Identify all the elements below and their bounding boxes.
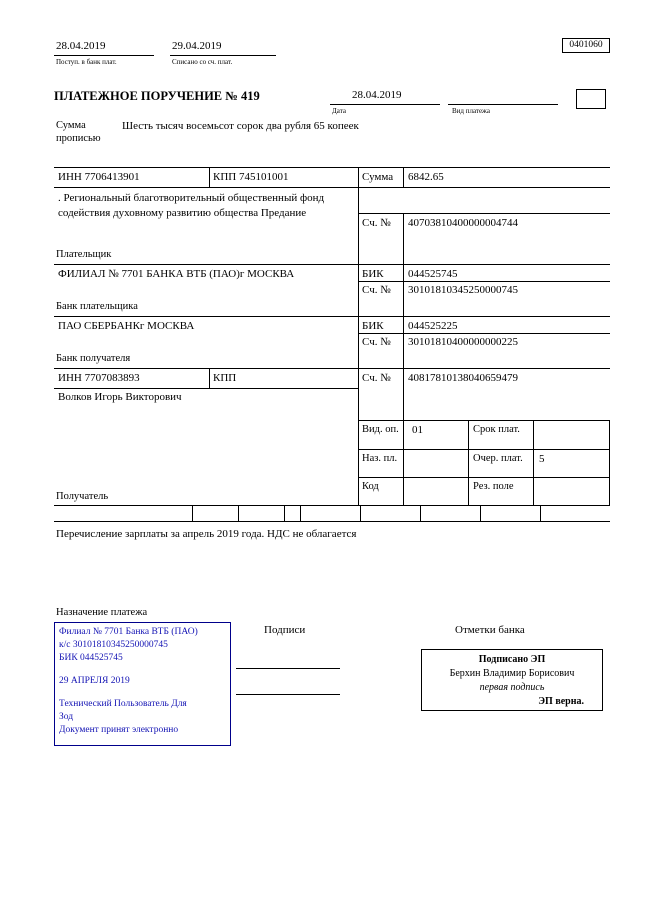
divider-ops-right [609, 420, 610, 505]
divider-above-inn [54, 167, 610, 168]
sum-label: Сумма [362, 171, 394, 183]
divider-code-box-6 [420, 505, 421, 521]
payee-inn-label: ИНН [58, 372, 82, 384]
divider-code-box-1 [192, 505, 193, 521]
payee-bank-caption: Банк получателя [56, 353, 131, 364]
date-received-underline [54, 55, 154, 56]
payer-kpp-label: КПП [213, 171, 237, 183]
divider-inn-kpp [209, 167, 210, 187]
payee-bank-bik-value: 044525225 [408, 320, 458, 332]
bank-marks-label: Отметки банка [455, 624, 525, 636]
kod-label: Код [362, 481, 379, 492]
ep-line2: Берхин Владимир Борисович [449, 668, 575, 679]
doc-date-label: Дата [332, 107, 346, 115]
payer-account-value: 40703810400000004744 [408, 217, 518, 229]
bank-stamp [54, 622, 231, 746]
divider-payerbank-mid [403, 264, 404, 316]
signature-line-2 [236, 694, 340, 695]
bank-stamp-line3: БИК 044525745 [59, 653, 123, 663]
payee-inn-value: 7707083893 [84, 372, 140, 384]
bank-stamp-line5: Технический Пользователь Для [59, 699, 187, 709]
payee-kpp [213, 372, 236, 384]
divider-ops-top [358, 420, 610, 421]
payer-bank-bik-value: 044525745 [408, 268, 458, 280]
form-code-box: 0401060 [562, 38, 610, 53]
payer-bank-name: ФИЛИАЛ № 7701 БАНКА ВТБ (ПАО)г МОСКВА [58, 268, 295, 280]
bank-stamp-line4: 29 АПРЕЛЯ 2019 [59, 676, 130, 686]
ep-line1: Подписано ЭП [478, 654, 546, 665]
divider-code-box-4 [300, 505, 301, 521]
amount-words-value: Шесть тысяч восемьсот сорок два рубля 65 копеек [122, 120, 359, 132]
amount-words-label-2: прописью [56, 133, 101, 144]
vid-op-value: 01 [412, 424, 423, 436]
divider-ops-col3 [468, 420, 469, 505]
divider-ops-col4 [533, 420, 534, 505]
divider-payerbank-left [358, 264, 359, 316]
payee-bank-account-value: 30101810400000000225 [408, 336, 518, 348]
srok-plat-label: Срок плат. [473, 424, 520, 435]
payee-account-label: Сч. № [362, 372, 391, 384]
date-received-value: 28.04.2019 [56, 40, 106, 52]
divider-code-box-8 [540, 505, 541, 521]
divider-payer-acct-mid [403, 213, 404, 264]
divider-payer-acct-top [358, 213, 610, 214]
divider-payee-inn-kpp [209, 368, 210, 388]
divider-below-ops [54, 505, 610, 506]
divider-ops-col2 [403, 420, 404, 505]
payment-kind-underline [448, 104, 558, 105]
payee-name: Волков Игорь Викторович [58, 391, 182, 403]
payee-kpp-label: КПП [213, 372, 237, 384]
date-writeoff-label: Списано со сч. плат. [172, 58, 233, 66]
divider-below-payerbank [54, 316, 610, 317]
amount-words-label-1: Сумма [56, 120, 86, 131]
bank-stamp-line7: Документ принят электронно [59, 725, 179, 735]
payer-name: . Региональный благотворительный общественный фонд содействия духовному развитию общества Предание [58, 192, 325, 219]
divider-code-boxes-bottom [54, 521, 610, 522]
divider-code-box-3 [284, 505, 285, 521]
ep-line4: ЭП верна. [538, 696, 584, 707]
payer-kpp-value: 745101001 [238, 171, 289, 183]
ocher-plat-value: 5 [539, 453, 545, 465]
page-title: ПЛАТЕЖНОЕ ПОРУЧЕНИЕ № 419 [54, 89, 260, 103]
payee-account-value: 40817810138040659479 [408, 372, 518, 384]
divider-below-payeebank [54, 368, 610, 369]
divider-payeebank-acct-top [358, 333, 610, 334]
payee-bank-name: ПАО СБЕРБАНКг МОСКВА [58, 320, 195, 332]
payer-inn-label: ИНН [58, 171, 82, 183]
divider-code-box-5 [360, 505, 361, 521]
date-writeoff-value: 29.04.2019 [172, 40, 222, 52]
divider-payee-acct-left [358, 368, 359, 420]
doc-date-underline [330, 104, 440, 105]
payer-account-label: Сч. № [362, 217, 391, 229]
naz-pl-label: Наз. пл. [362, 453, 398, 464]
bank-stamp-line6: Зод [59, 712, 74, 722]
rez-pole-label: Рез. поле [473, 481, 514, 492]
payer-bank-caption: Банк плательщика [56, 301, 138, 312]
divider-left-sum [358, 167, 359, 187]
ocher-plat-label: Очер. плат. [473, 453, 523, 464]
divider-code-box-7 [480, 505, 481, 521]
divider-payer-acct-left [358, 187, 359, 264]
doc-date-value: 28.04.2019 [352, 89, 402, 101]
date-received-label: Поступ. в банк плат. [56, 58, 117, 66]
payee-inn [58, 372, 140, 384]
purpose-text: Перечисление зарплаты за апрель 2019 года. НДС не облагается [56, 528, 357, 540]
divider-code-box-2 [238, 505, 239, 521]
payer-inn [58, 171, 140, 183]
payer-bank-account-value: 30101810345250000745 [408, 284, 518, 296]
ep-line3: первая подпись [479, 682, 545, 693]
signature-line-1 [236, 668, 340, 669]
divider-below-payee-inn [54, 388, 358, 389]
divider-sum-value [403, 167, 404, 187]
divider-payeebank-mid [403, 316, 404, 368]
divider-below-payer [54, 264, 610, 265]
payee-bank-bik-label: БИК [362, 320, 384, 332]
electronic-signature-box [421, 649, 603, 711]
divider-ops-row2 [358, 449, 610, 450]
payment-kind-box [576, 89, 606, 109]
sum-value: 6842.65 [408, 171, 444, 183]
bank-stamp-line1: Филиал № 7701 Банка ВТБ (ПАО) [59, 627, 198, 637]
divider-payee-acct-mid [403, 368, 404, 420]
payee-caption: Получатель [56, 491, 109, 502]
divider-payerbank-acct-top [358, 281, 610, 282]
payment-kind-label: Вид платежа [452, 107, 491, 115]
divider-payeebank-left [358, 316, 359, 368]
divider-ops-left [358, 420, 359, 505]
payer-bank-bik-label: БИК [362, 268, 384, 280]
divider-below-inn [54, 187, 610, 188]
bank-stamp-line2: к/с 30101810345250000745 [59, 640, 168, 650]
divider-ops-row3 [358, 477, 610, 478]
payer-kpp [213, 171, 288, 183]
payer-bank-account-label: Сч. № [362, 284, 391, 296]
date-writeoff-underline [170, 55, 276, 56]
payer-inn-value: 7706413901 [84, 171, 140, 183]
vid-op-label: Вид. оп. [362, 424, 399, 435]
payer-caption: Плательщик [56, 249, 112, 260]
signatures-label: Подписи [264, 624, 306, 636]
payee-bank-account-label: Сч. № [362, 336, 391, 348]
purpose-caption: Назначение платежа [56, 607, 148, 618]
